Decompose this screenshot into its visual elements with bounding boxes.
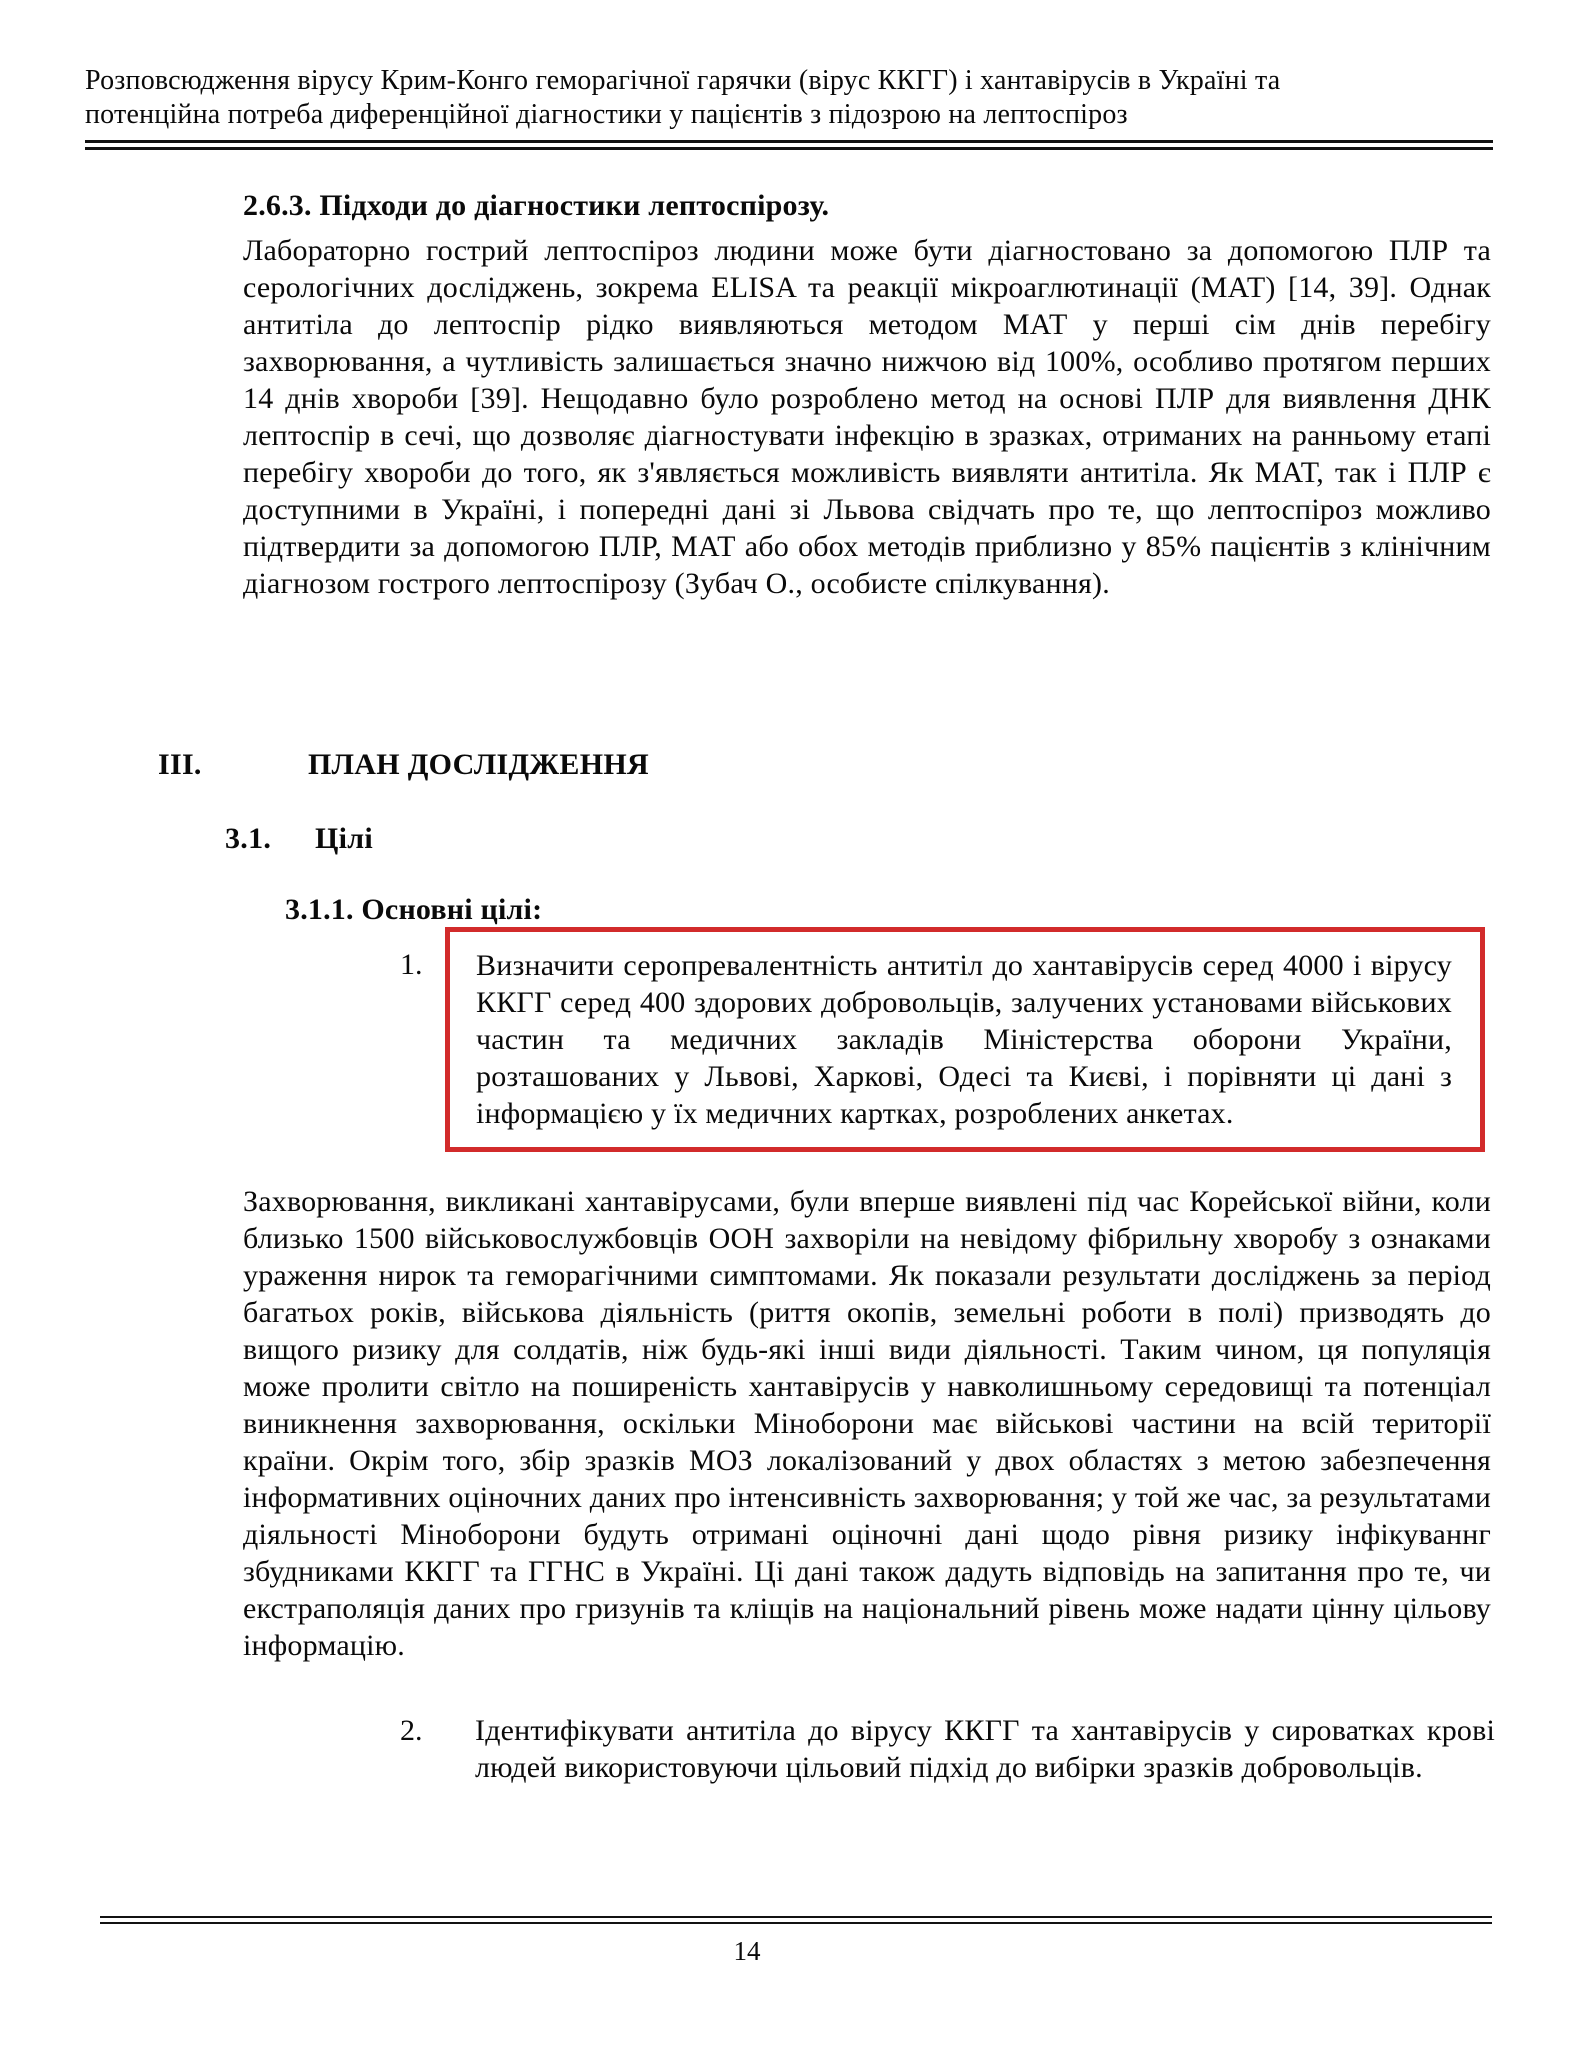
goal-1-number: 1. [400, 948, 423, 981]
section-3-1-1-heading: 3.1.1. Основні цілі: [285, 893, 543, 926]
chapter-3-number: III. [158, 748, 202, 781]
page-number: 14 [733, 1936, 761, 1966]
goal-2-text: Ідентифікувати антитіла до вірусу ККГГ та хантавірусів у сироватках крові людей використовуючи цільовий підхід до вибірки зразків добровольців. [475, 1714, 1495, 1784]
goal-2-number: 2. [400, 1714, 423, 1747]
section-3-1-title: Цілі [315, 822, 374, 855]
running-header-line-1: Розповсюдження вірусу Крим-Конго геморагічної гарячки (вірус ККГГ) і хантавірусів в Україні та [85, 65, 1281, 96]
chapter-3-title: ПЛАН ДОСЛІДЖЕННЯ [308, 748, 649, 781]
hantavirus-background-paragraph: Захворювання, викликані хантавірусами, були вперше виявлені під час Корейської війни, коли близько 1500 військовослужбовців ООН захворіли на невідому фібрильну хворобу з ознаками ураження нирок та геморагічними симптомами. Як показали результати досліджень за період багатьох років, військова діяльність (риття окопів, земельні роботи в полі) призводять до вищого ризику для солдатів, ніж будь-які інші види діяльності. Таким чином, ця популяція може пролити світло на поширеність хантавірусів у навколишньому середовищі та потенціал виникнення захворювання, оскільки Міноборони має військові частини на всій території країни. Окрім того, збір зразків МОЗ локалізований у двох областях з метою забезпечення інформативних оціночних даних про інтенсивність захворювання; у той же час, за результатами діяльності Міноборони будуть отримані оціночні дані щодо рівня ризику інфікуваннг збудниками ККГГ та ГГНС в Україні. Ці дані також дадуть відповідь на запитання про те, чи екстраполяція даних про гризунів та кліщів на національний рівень може надати цінну цільову інформацію. [243, 1185, 1491, 1662]
section-3-1-number: 3.1. [225, 822, 272, 855]
running-header [85, 64, 1497, 132]
footer-divider-rule [100, 1916, 1492, 1924]
section-2-6-3-heading: 2.6.3. Підходи до діагностики лептоспірозу. [243, 189, 830, 222]
header-divider-rule [85, 140, 1493, 150]
goal-1-highlight-box [445, 927, 1485, 1152]
running-header-line-2: потенційна потреба диференційної діагностики у пацієнтів з підозрою на лептоспіроз [85, 99, 1128, 130]
goal-1-text: Визначити серопревалентність антитіл до хантавірусів серед 4000 і вірусу ККГГ серед 400 здорових добровольців, залучених установами військових частин та медичних закладів Міністерства оборони України, розташованих у Львові, Харкові, Одесі та Києві, і порівняти ці дані з інформацією у їх медичних картках, розроблених анкетах. [476, 949, 1452, 1130]
section-2-6-3-paragraph: Лабораторно гострий лептоспіроз людини може бути діагностовано за допомогою ПЛР та серологічних досліджень, зокрема ELISA та реакції мікроаглютинації (МАТ) [14, 39]. Однак антитіла до лептоспір рідко виявляються методом МАТ у перші сім днів перебігу захворювання, а чутливість залишається значно нижчою від 100%, особливо протягом перших 14 днів хвороби [39]. Нещодавно було розроблено метод на основі ПЛР для виявлення ДНК лептоспір в сечі, що дозволяє діагностувати інфекцію в зразках, отриманих на ранньому етапі перебігу хвороби до того, як з'являється можливість виявляти антитіла. Як МАТ, так і ПЛР є доступними в Україні, і попередні дані зі Львова свідчать про те, що лептоспіроз можливо підтвердити за допомогою ПЛР, МАТ або обох методів приблизно у 85% пацієнтів з клінічним діагнозом гострого лептоспірозу (Зубач О., особисте спілкування). [243, 234, 1491, 600]
